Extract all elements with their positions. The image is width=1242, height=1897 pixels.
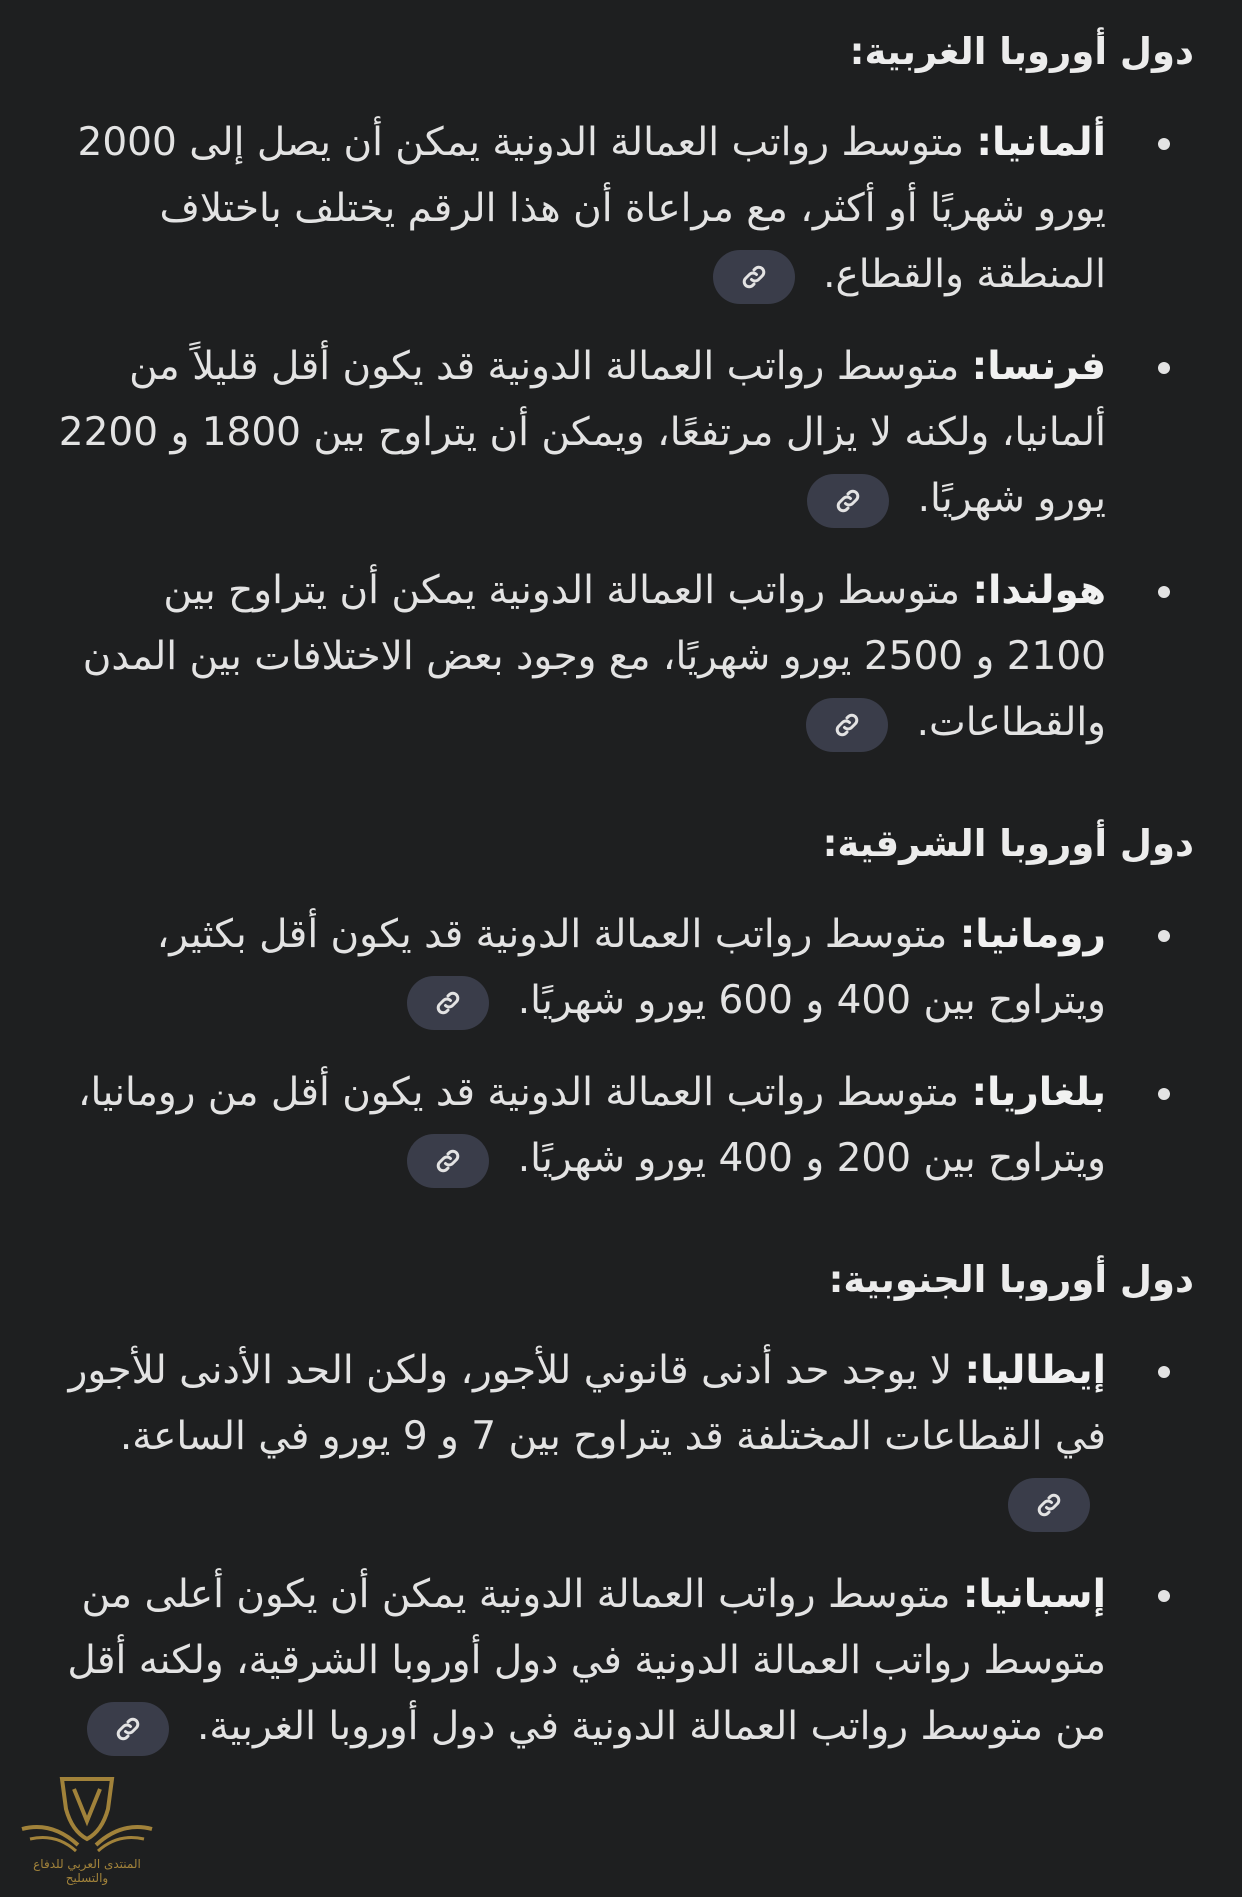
watermark-text: المنتدى العربي للدفاع والتسليح (33, 1857, 141, 1885)
link-icon (1034, 1490, 1064, 1520)
list-item (56, 110, 1194, 308)
bullet-dot (1158, 1366, 1170, 1378)
source-link-button[interactable] (807, 474, 889, 528)
country-name: بلغاريا: (971, 1070, 1106, 1115)
country-name: إيطاليا: (964, 1348, 1106, 1393)
source-link-button[interactable] (87, 1702, 169, 1756)
watermark-logo (12, 1765, 162, 1885)
country-name: ألمانيا: (976, 120, 1106, 165)
country-name: فرنسا: (971, 344, 1106, 389)
list-item (56, 1338, 1194, 1536)
response-content (56, 0, 1194, 1786)
item-text: لا يوجد حد أدنى قانوني للأجور، ولكن الحد الأدنى للأجور في القطاعات المختلفة قد يتراوح بين 7 و 9 يورو في الساعة. (68, 1348, 1106, 1459)
link-icon (433, 988, 463, 1018)
country-name: هولندا: (972, 568, 1106, 613)
item-text: متوسط رواتب العمالة الدونية قد يكون أقل بكثير، ويتراوح بين 400 و 600 يورو شهريًا. (156, 912, 1106, 1023)
bullet-list (56, 902, 1194, 1192)
bullet-list (56, 110, 1194, 756)
section-southern-europe (56, 1252, 1194, 1760)
item-text: متوسط رواتب العمالة الدونية يمكن أن يتراوح بين 2100 و 2500 يورو شهريًا، مع وجود بعض الاختلافات بين المدن والقطاعات. (82, 568, 1106, 745)
bullet-dot (1158, 1590, 1170, 1602)
item-text: متوسط رواتب العمالة الدونية قد يكون أقل من رومانيا، ويتراوح بين 200 و 400 يورو شهريًا. (77, 1070, 1106, 1181)
item-text: متوسط رواتب العمالة الدونية قد يكون أقل قليلاً من ألمانيا، ولكنه لا يزال مرتفعًا، ويمكن أن يتراوح بين 1800 و 2200 يورو شهريًا. (58, 344, 1106, 521)
shield-wings-logo (12, 1765, 162, 1865)
link-icon (113, 1714, 143, 1744)
source-link-button[interactable] (713, 250, 795, 304)
section-eastern-europe (56, 816, 1194, 1192)
bullet-dot (1158, 362, 1170, 374)
source-link-button[interactable] (407, 1134, 489, 1188)
section-heading: دول أوروبا الشرقية: (822, 822, 1194, 865)
bullet-dot (1158, 1088, 1170, 1100)
bullet-dot (1158, 930, 1170, 942)
list-item (56, 902, 1194, 1034)
list-item (56, 1562, 1194, 1760)
country-name: رومانيا: (959, 912, 1106, 957)
source-link-button[interactable] (806, 698, 888, 752)
country-name: إسبانيا: (962, 1572, 1106, 1617)
item-text: متوسط رواتب العمالة الدونية يمكن أن يكون أعلى من متوسط رواتب العمالة الدونية في دول أوروبا الشرقية، ولكنه أقل من متوسط رواتب العمالة الدونية في دول أوروبا الغربية. (67, 1572, 1106, 1749)
bullet-dot (1158, 586, 1170, 598)
section-heading: دول أوروبا الغربية: (849, 30, 1194, 73)
section-western-europe (56, 24, 1194, 756)
bullet-list (56, 1338, 1194, 1760)
source-link-button[interactable] (1008, 1478, 1090, 1532)
list-item (56, 334, 1194, 532)
list-item (56, 1060, 1194, 1192)
link-icon (433, 1146, 463, 1176)
section-heading: دول أوروبا الجنوبية: (828, 1258, 1194, 1301)
item-text: متوسط رواتب العمالة الدونية يمكن أن يصل إلى 2000 يورو شهريًا أو أكثر، مع مراعاة أن هذا الرقم يختلف باختلاف المنطقة والقطاع. (77, 120, 1106, 297)
source-link-button[interactable] (407, 976, 489, 1030)
link-icon (833, 486, 863, 516)
bullet-dot (1158, 138, 1170, 150)
list-item (56, 558, 1194, 756)
link-icon (739, 262, 769, 292)
link-icon (832, 710, 862, 740)
